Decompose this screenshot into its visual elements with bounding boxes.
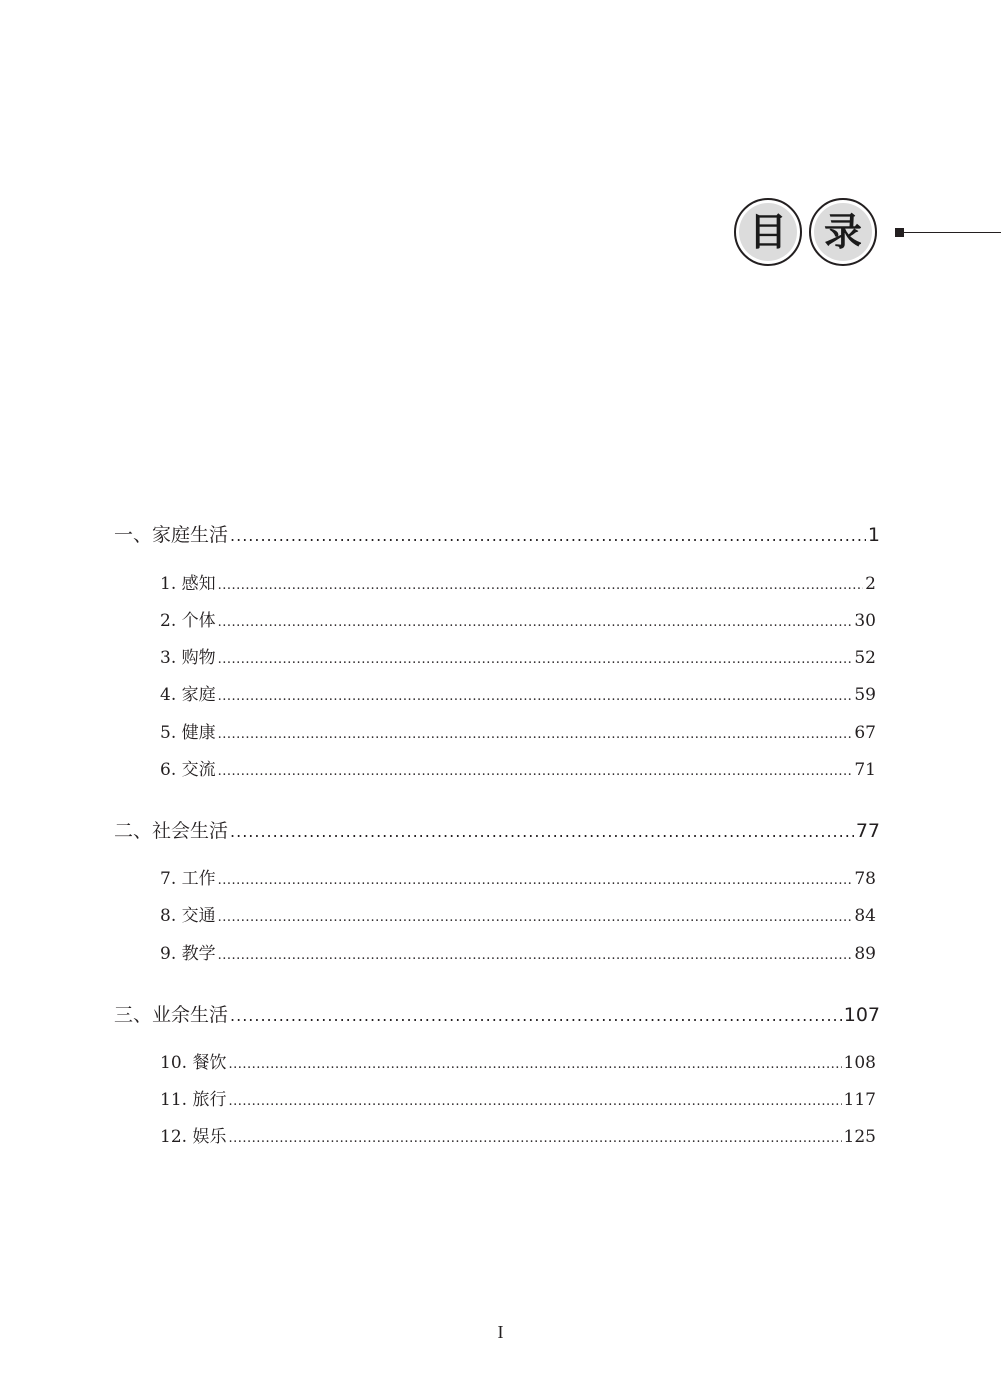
toc-title: [734, 198, 1001, 268]
section-page: 77: [855, 820, 880, 842]
toc-item[interactable]: [160, 1085, 876, 1110]
item-label: 8. 交通: [160, 906, 216, 926]
item-label: 5. 健康: [160, 723, 216, 743]
dot-leader: [218, 689, 853, 704]
item-label: 1. 感知: [160, 574, 216, 594]
item-page: 59: [854, 685, 876, 705]
toc-section-1[interactable]: [114, 520, 880, 547]
item-label: 3. 购物: [160, 648, 216, 668]
toc-item[interactable]: [160, 606, 876, 631]
title-char-circle: 录: [809, 198, 877, 266]
item-page: 30: [854, 611, 876, 631]
dot-leader: [228, 1131, 841, 1146]
section-page: 1: [867, 524, 880, 546]
item-page: 108: [843, 1053, 876, 1073]
dot-leader: [218, 652, 853, 667]
item-page: 2: [865, 574, 876, 594]
toc-section-3[interactable]: [114, 1000, 880, 1027]
item-label: 9. 教学: [160, 944, 216, 964]
dot-leader: [230, 1006, 842, 1025]
item-label: 12. 娱乐: [160, 1127, 227, 1147]
item-page: 67: [854, 723, 876, 743]
toc-item[interactable]: [160, 755, 876, 780]
toc-item[interactable]: [160, 680, 876, 705]
item-label: 7. 工作: [160, 869, 216, 889]
dot-leader: [218, 910, 853, 925]
title-rule: [904, 232, 1001, 233]
item-page: 125: [843, 1127, 876, 1147]
item-page: 89: [854, 944, 876, 964]
dot-leader: [218, 873, 853, 888]
item-label: 4. 家庭: [160, 685, 216, 705]
toc-section-2[interactable]: [114, 816, 880, 843]
toc-item[interactable]: [160, 1122, 876, 1147]
item-page: 117: [843, 1090, 876, 1110]
title-char-circle: 目: [734, 198, 802, 266]
dot-leader: [218, 948, 853, 963]
item-label: 6. 交流: [160, 760, 216, 780]
toc-item[interactable]: [160, 569, 876, 594]
dot-leader: [218, 578, 864, 593]
toc-item[interactable]: [160, 1048, 876, 1073]
dot-leader: [230, 822, 854, 841]
toc-item[interactable]: [160, 901, 876, 926]
item-page: 52: [854, 648, 876, 668]
dot-leader: [230, 526, 866, 545]
toc-item[interactable]: [160, 864, 876, 889]
dot-leader: [228, 1057, 841, 1072]
section-label: 二、社会生活: [114, 820, 229, 842]
toc-item[interactable]: [160, 718, 876, 743]
item-page: 84: [854, 906, 876, 926]
toc-item[interactable]: [160, 939, 876, 964]
toc-item[interactable]: [160, 643, 876, 668]
section-page: 107: [843, 1004, 880, 1026]
dot-leader: [228, 1094, 841, 1109]
item-page: 71: [854, 760, 876, 780]
section-label: 一、家庭生活: [114, 524, 229, 546]
item-page: 78: [854, 869, 876, 889]
dot-leader: [218, 764, 853, 779]
dot-leader: [218, 727, 853, 742]
item-label: 11. 旅行: [160, 1090, 227, 1110]
dot-leader: [218, 615, 853, 630]
section-label: 三、业余生活: [114, 1004, 229, 1026]
page-number: I: [497, 1322, 504, 1342]
title-square-ornament: [895, 228, 904, 237]
item-label: 2. 个体: [160, 611, 216, 631]
item-label: 10. 餐饮: [160, 1053, 227, 1073]
